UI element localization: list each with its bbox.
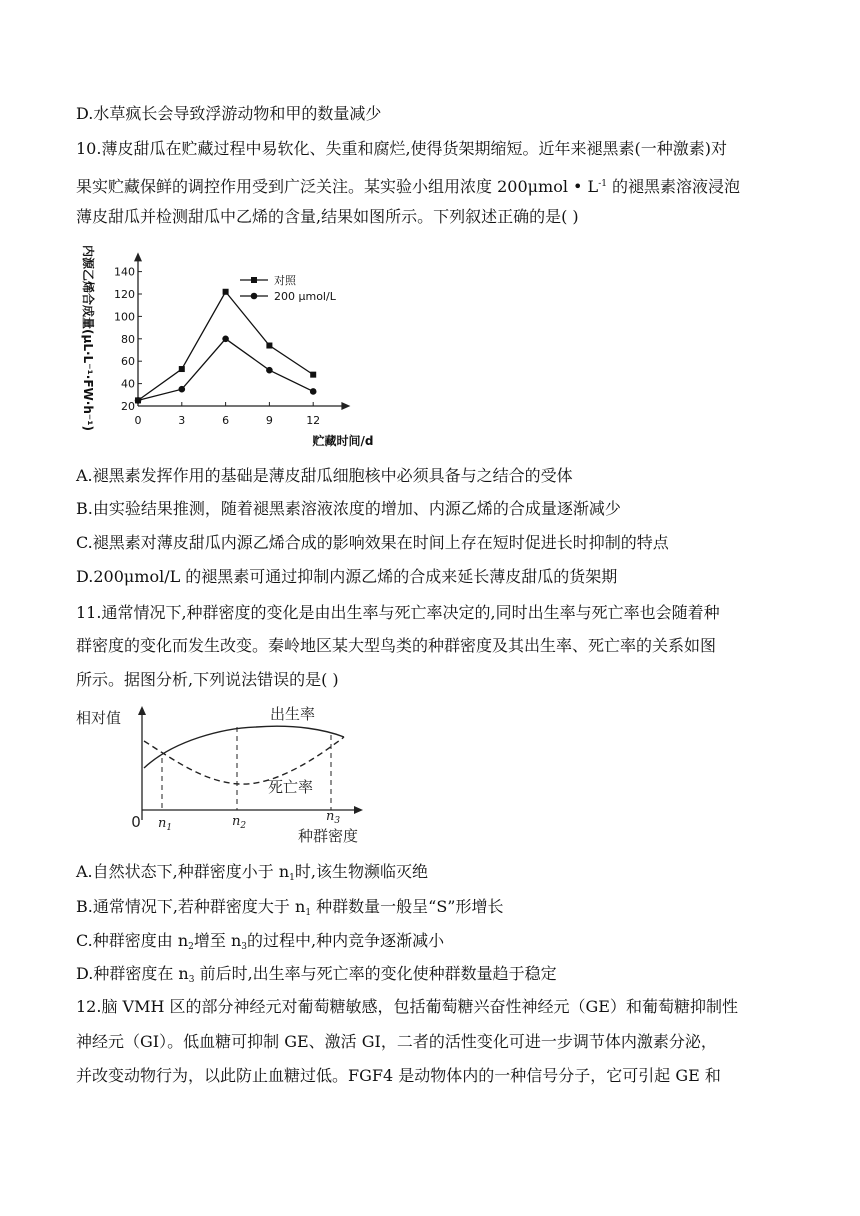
chart1-y-tick-label: 20 — [121, 400, 135, 413]
chart1-series-1-point — [266, 343, 272, 349]
q12-stem-line2: 神经元（GI）。低血糖可抑制 GE、激活 GI，二者的活性变化可进一步调节体内激素分泌， — [76, 1032, 717, 1051]
chart1-y-tick-label: 80 — [121, 332, 135, 346]
q11-option-d — [76, 964, 557, 990]
q11-option-d-pre: D.种群密度在 n — [76, 964, 189, 983]
chart1-x-tick-label: 12 — [306, 414, 321, 427]
chart1-y-axis-label: 内源乙烯合成量(μL·L⁻¹·FW·h⁻¹) — [81, 245, 95, 431]
q11-option-a-pre: A.自然状态下,种群密度小于 n — [76, 862, 290, 881]
q10-option-b: B.由实验结果推测，随着褪黑素溶液浓度的增加、内源乙烯的合成量逐渐减少 — [76, 499, 621, 518]
chart1-y-tick-label: 40 — [121, 377, 135, 391]
ethylene-line-chart — [72, 238, 372, 453]
q10-option-a: A.褪黑素发挥作用的基础是薄皮甜瓜细胞核中必须具备与之结合的受体 — [76, 466, 573, 485]
chart1-y-tick-label: 120 — [114, 288, 135, 301]
q10-option-c: C.褪黑素对薄皮甜瓜内源乙烯合成的影响效果在时间上存在短时促进长时抑制的特点 — [76, 533, 669, 552]
q12-stem-line1: 12.脑 VMH 区的部分神经元对葡萄糖敏感，包括葡萄糖兴奋性神经元（GE）和葡萄糖抑制性 — [76, 997, 738, 1016]
n1-tick-label: $n_1$ — [158, 816, 173, 833]
q12-stem-line3: 并改变动物行为，以此防止血糖过低。FGF4 是动物体内的一种信号分子，它可引起 GE 和 — [76, 1066, 721, 1085]
q10-stem-line2 — [76, 174, 740, 197]
q11-option-d-sub: 3 — [188, 975, 195, 985]
chart2-y-arrow — [138, 706, 146, 715]
n3-tick-label: $n_3$ — [326, 809, 341, 826]
q10-stem-line1: 10.薄皮甜瓜在贮藏过程中易软化、失重和腐烂,使得货架期缩短。近年来褪黑素(一种激素)对 — [76, 139, 728, 158]
q11-option-a-sub: 1 — [289, 873, 295, 883]
chart1-series-2-point — [135, 397, 142, 404]
chart1-x-tick-label: 0 — [134, 414, 142, 427]
chart1-y-tick-label: 140 — [114, 265, 135, 279]
q11-option-c-sub2: 3 — [241, 942, 248, 952]
q11-option-c — [76, 931, 444, 957]
chart1-series-2-point — [222, 336, 229, 343]
chart2-origin-label: 0 — [131, 813, 141, 831]
chart1-series-line-1 — [138, 292, 313, 401]
birth-rate-label: 出生率 — [270, 705, 316, 723]
chart1-y-tick-label: 60 — [121, 355, 135, 369]
death-rate-curve — [144, 737, 344, 784]
q9-option-d: D.水草疯长会导致浮游动物和甲的数量减少 — [76, 104, 382, 123]
q11-option-d-post: 前后时,出生率与死亡率的变化使种群数量趋于稳定 — [194, 964, 557, 983]
q11-option-b-sub: 1 — [305, 908, 312, 918]
chart1-legend-label-1: 对照 — [274, 274, 296, 287]
chart1-x-tick-label: 3 — [178, 414, 186, 427]
chart1-series — [135, 289, 317, 404]
chart1-series-1-point — [310, 372, 316, 378]
chart1-series-1-point — [179, 366, 185, 372]
chart1-legend — [240, 273, 337, 303]
chart1-x-axis-label: 贮藏时间/d — [312, 434, 374, 448]
chart1-series-2-point — [266, 367, 273, 374]
chart1-legend-marker-2 — [251, 293, 258, 300]
chart1-series-line-2 — [138, 339, 313, 401]
q10-stem-line2-post: 的褪黑素溶液浸泡 — [606, 177, 741, 196]
chart1-series-2-point — [310, 388, 317, 395]
chart1-legend-marker-1 — [251, 277, 257, 283]
chart1-series-1-point — [223, 289, 229, 295]
q10-stem-line3: 薄皮甜瓜并检测甜瓜中乙烯的含量,结果如图所示。下列叙述正确的是( ) — [76, 207, 579, 226]
q11-option-b-post: 种群数量一般呈“S”形增长 — [311, 897, 504, 916]
population-density-chart — [74, 700, 374, 850]
q11-option-c-mid: 增至 n — [193, 931, 242, 950]
q11-option-a — [76, 862, 428, 888]
birth-rate-curve — [144, 726, 344, 768]
q11-option-a-post: 时,该生物濒临灭绝 — [294, 862, 428, 881]
death-rate-label: 死亡率 — [268, 778, 314, 796]
chart1-y-arrow — [134, 252, 142, 261]
q11-option-c-pre: C.种群密度由 n — [76, 931, 189, 950]
q11-stem-line1: 11.通常情况下,种群密度的变化是由出生率与死亡率决定的,同时出生率与死亡率也会随着种 — [76, 603, 720, 622]
q11-option-b — [76, 897, 503, 923]
chart1-y-tick-label: 100 — [114, 310, 135, 324]
q10-stem-line2-pre: 果实贮藏保鲜的调控作用受到广泛关注。某实验小组用浓度 200μmol • L — [76, 177, 599, 196]
chart1-x-arrow — [341, 402, 350, 410]
n2-tick-label: $n_2$ — [232, 814, 247, 831]
q11-option-c-sub1: 2 — [188, 942, 194, 952]
q11-option-c-post: 的过程中,种内竞争逐渐减小 — [247, 931, 445, 950]
chart1-series-2-point — [179, 386, 186, 393]
q11-stem-line3: 所示。据图分析,下列说法错误的是( ) — [76, 670, 339, 689]
chart1-legend-label-2: 200 μmol/L — [274, 290, 336, 303]
chart2-y-axis-label: 相对值 — [76, 709, 122, 727]
q10-unit-exponent: -1 — [598, 179, 607, 189]
chart2-x-arrow — [354, 806, 363, 814]
q10-option-d: D.200μmol/L 的褪黑素可通过抑制内源乙烯的合成来延长薄皮甜瓜的货架期 — [76, 567, 618, 586]
chart1-x-tick-label: 6 — [222, 414, 230, 427]
q11-option-b-pre: B.通常情况下,若种群密度大于 n — [76, 897, 306, 916]
q11-stem-line2: 群密度的变化而发生改变。秦岭地区某大型鸟类的种群密度及其出生率、死亡率的关系如图 — [76, 636, 717, 655]
chart1-x-tick-label: 9 — [265, 414, 273, 427]
chart2-x-axis-label: 种群密度 — [298, 827, 359, 845]
chart1-axes — [134, 252, 350, 410]
